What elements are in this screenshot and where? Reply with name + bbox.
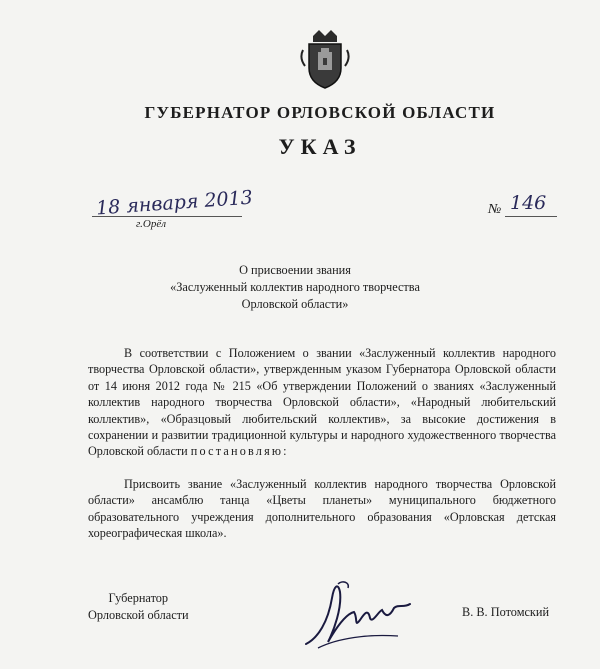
decree-body (88, 345, 556, 541)
decree-subject (130, 262, 460, 313)
coat-of-arms-icon (299, 28, 351, 90)
handwritten-signature (298, 578, 418, 650)
signer-position (88, 590, 189, 624)
body-paragraph-2: Присвоить звание «Заслуженный коллектив народного творчества Орловской области» ансамблю танца «Цветы планеты» муниципального бюджетного образовательного учреждения дополнительного образования «Орловская детская хореографическая школа». (88, 476, 556, 541)
document-type: УКАЗ (278, 134, 362, 159)
decree-number: 146 (510, 192, 547, 214)
body-paragraph-1 (88, 345, 556, 460)
number-prefix: № (488, 202, 502, 217)
governor-title: ГУБЕРНАТОР ОРЛОВСКОЙ ОБЛАСТИ (144, 103, 496, 122)
decree-keyword: постановляю: (190, 444, 289, 459)
decree-city: г.Орёл (136, 218, 167, 230)
number-underline (505, 216, 557, 217)
signer-position-line: Орловской области (88, 608, 189, 622)
subject-line: Орловской области» (241, 297, 349, 311)
subject-line: «Заслуженный коллектив народного творчества (170, 280, 420, 294)
paragraph-1-text: В соответствии с Положением о звании «Заслуженный коллектив народного творчества Орловской области», утвержденным указом Губернатора Орловской области от 14 июня 2012 года № 215 «Об утверждении Положений о званиях «Заслуженный коллектив народного творчества Орловской области», «Народный любительский коллектив», «Образцовый любительский коллектив», за высокие достижения в сохранении и развитии традиционной культуры и народного художественного творчества Орловской области (88, 346, 556, 459)
signer-position-line: Губернатор (108, 591, 169, 605)
signer-name: В. В. Потомский (462, 605, 550, 619)
subject-line: О присвоении звания (239, 263, 351, 277)
decree-date: 18 января 2013 (95, 186, 254, 220)
date-underline (92, 216, 242, 217)
